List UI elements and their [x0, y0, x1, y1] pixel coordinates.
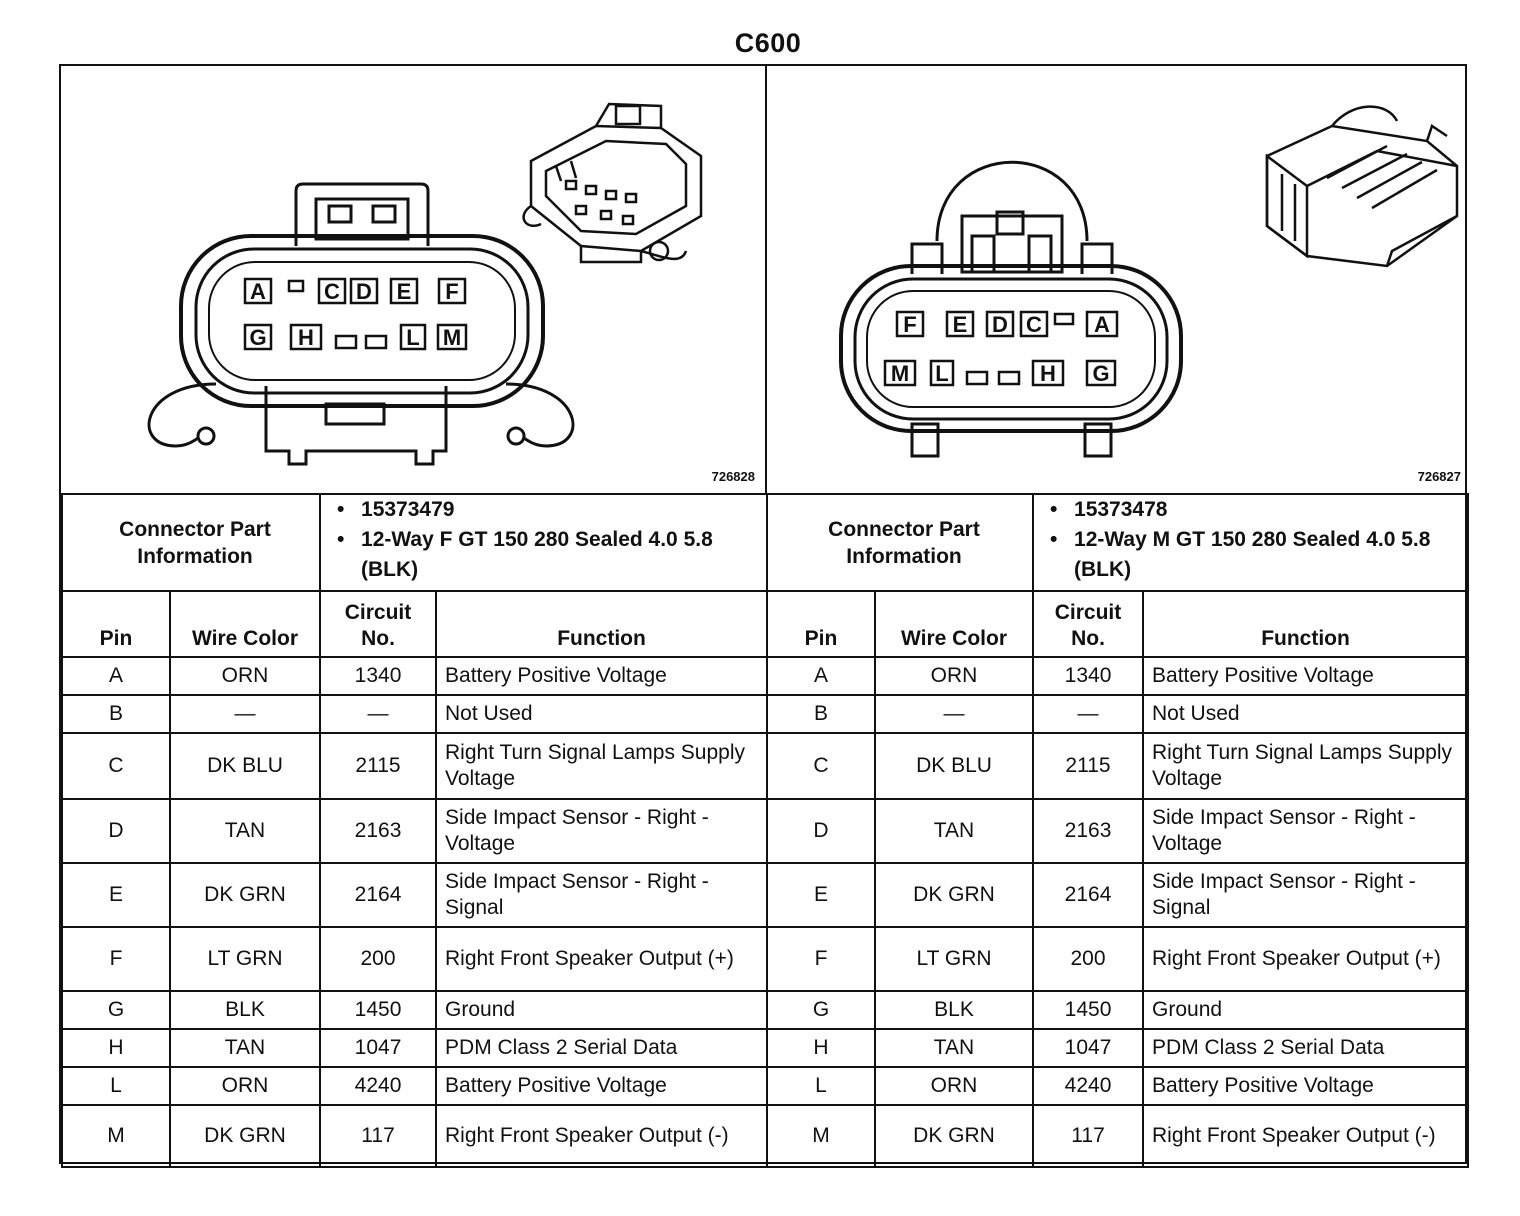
cell-circuit: 1047 [320, 1029, 436, 1067]
cavity-blank [366, 336, 386, 348]
cell-pin: L [62, 1067, 170, 1105]
table-row [767, 1105, 1468, 1167]
part-info-row [62, 494, 767, 591]
cell-circuit: 200 [320, 927, 436, 991]
left-wing-hole [198, 428, 214, 444]
table-row [767, 927, 1468, 991]
middle-shell [196, 249, 528, 393]
header-circuit: Circuit No. [320, 591, 436, 657]
table-row [767, 695, 1468, 733]
connector-sheet [59, 64, 1467, 1164]
cell-wire-color: TAN [875, 1029, 1033, 1067]
table-row [62, 1105, 767, 1167]
cell-wire-color: DK GRN [170, 863, 320, 927]
cell-pin: E [767, 863, 875, 927]
lock-tab-right [373, 206, 395, 222]
pin-label: A [250, 279, 266, 304]
cell-pin: L [767, 1067, 875, 1105]
cell-wire-color: — [170, 695, 320, 733]
cell-function: Right Turn Signal Lamps Supply Voltage [1143, 733, 1468, 799]
table-row [62, 733, 767, 799]
cell-pin: B [62, 695, 170, 733]
table-row [62, 1067, 767, 1105]
cavity-blank [289, 281, 303, 291]
pin-label: G [249, 325, 267, 350]
figure-area [61, 66, 1465, 495]
cell-pin: H [62, 1029, 170, 1067]
cell-circuit: 117 [1033, 1105, 1143, 1167]
cell-function: Right Front Speaker Output (+) [436, 927, 767, 991]
cell-function: PDM Class 2 Serial Data [1143, 1029, 1468, 1067]
cell-circuit: 1340 [1033, 657, 1143, 695]
header-wire-color: Wire Color [875, 591, 1033, 657]
table-row [62, 799, 767, 863]
header-row [62, 591, 767, 657]
foot-left [912, 424, 938, 456]
cell-circuit: 2164 [320, 863, 436, 927]
cell-wire-color: DK GRN [875, 863, 1033, 927]
left-rows [62, 657, 767, 1167]
cell-wire-color: DK GRN [170, 1105, 320, 1167]
left-isometric-view [524, 104, 701, 262]
cell-pin: A [62, 657, 170, 695]
part-number: • 15373479 [337, 495, 766, 525]
part-info-row [767, 494, 1468, 591]
pin-label: E [396, 279, 412, 304]
female-connector-face-drawing [61, 66, 765, 493]
right-isometric-view [1267, 107, 1457, 266]
header-wire-color: Wire Color [170, 591, 320, 657]
table-row [62, 657, 767, 695]
cavity-blank [336, 336, 356, 348]
table-row [767, 991, 1468, 1029]
cell-wire-color: TAN [170, 1029, 320, 1067]
cell-circuit: 2115 [1033, 733, 1143, 799]
cell-function: Side Impact Sensor - Right - Voltage [436, 799, 767, 863]
cell-wire-color: LT GRN [170, 927, 320, 991]
cell-function: Right Front Speaker Output (-) [436, 1105, 767, 1167]
part-description: • 12-Way M GT 150 280 Sealed 4.0 5.8 (BLK) [1050, 525, 1467, 585]
right-connector-figure [767, 66, 1471, 493]
pin-label: H [1040, 361, 1056, 386]
part-info-list [320, 494, 767, 591]
cavity-blank [967, 372, 987, 384]
cell-function: Battery Positive Voltage [1143, 657, 1468, 695]
part-info-list [1033, 494, 1468, 591]
pin-label: M [890, 361, 910, 386]
pin-label: C [1026, 312, 1042, 337]
cell-pin: H [767, 1029, 875, 1067]
left-connector-figure [61, 66, 765, 493]
cell-pin: D [62, 799, 170, 863]
table-row [62, 927, 767, 991]
pin-label: F [445, 279, 459, 304]
cell-function: Right Front Speaker Output (+) [1143, 927, 1468, 991]
table-row [62, 991, 767, 1029]
cell-function: Side Impact Sensor - Right - Signal [1143, 863, 1468, 927]
cell-wire-color: TAN [875, 799, 1033, 863]
lock-tab-left [329, 206, 351, 222]
header-function: Function [436, 591, 767, 657]
cell-pin: F [767, 927, 875, 991]
cell-circuit: 2164 [1033, 863, 1143, 927]
middle-shell [855, 279, 1167, 419]
cell-wire-color: BLK [875, 991, 1033, 1029]
header-pin: Pin [62, 591, 170, 657]
cell-function: Not Used [436, 695, 767, 733]
header-function: Function [1143, 591, 1468, 657]
part-number: • 15373478 [1050, 495, 1467, 525]
cell-function: Side Impact Sensor - Right - Voltage [1143, 799, 1468, 863]
right-rows [767, 657, 1468, 1167]
cell-function: Side Impact Sensor - Right - Signal [436, 863, 767, 927]
male-connector-face-drawing [767, 66, 1465, 493]
right-pinout-table [766, 493, 1469, 1168]
cell-circuit: — [1033, 695, 1143, 733]
cell-function: Battery Positive Voltage [1143, 1067, 1468, 1105]
table-row [767, 657, 1468, 695]
cell-circuit: — [320, 695, 436, 733]
cell-function: Not Used [1143, 695, 1468, 733]
cell-function: PDM Class 2 Serial Data [436, 1029, 767, 1067]
pin-label: M [442, 325, 462, 350]
inner-shell [867, 291, 1155, 407]
cell-function: Battery Positive Voltage [436, 1067, 767, 1105]
pin-label: A [1094, 312, 1110, 337]
table-row [62, 1029, 767, 1067]
cell-pin: M [62, 1105, 170, 1167]
table-row [767, 1067, 1468, 1105]
table-row [767, 1029, 1468, 1067]
connector-part-label: Connector Part Information [767, 494, 1033, 591]
cell-pin: C [62, 733, 170, 799]
pin-label: E [952, 312, 968, 337]
cell-pin: E [62, 863, 170, 927]
foot-right [1085, 424, 1111, 456]
hood-right [1082, 244, 1112, 274]
cell-circuit: 1450 [320, 991, 436, 1029]
cavity-blank [1055, 314, 1073, 324]
cell-circuit: 2115 [320, 733, 436, 799]
header-pin: Pin [767, 591, 875, 657]
cell-function: Ground [436, 991, 767, 1029]
cell-wire-color: LT GRN [875, 927, 1033, 991]
cell-circuit: 200 [1033, 927, 1143, 991]
cell-pin: M [767, 1105, 875, 1167]
left-pinout-table [61, 493, 768, 1168]
cell-function: Battery Positive Voltage [436, 657, 767, 695]
table-row [767, 733, 1468, 799]
cell-wire-color: ORN [875, 657, 1033, 695]
cell-wire-color: ORN [170, 657, 320, 695]
cell-wire-color: TAN [170, 799, 320, 863]
cell-pin: D [767, 799, 875, 863]
cell-circuit: 1047 [1033, 1029, 1143, 1067]
cell-circuit: 2163 [1033, 799, 1143, 863]
cell-wire-color: ORN [875, 1067, 1033, 1105]
figure-number: 726827 [1417, 469, 1461, 484]
table-row [62, 863, 767, 927]
pin-label: G [1092, 361, 1110, 386]
cell-circuit: 1450 [1033, 991, 1143, 1029]
page-title: C600 [734, 28, 802, 58]
cell-function: Ground [1143, 991, 1468, 1029]
pin-label: L [406, 325, 420, 350]
connector-part-label: Connector Part Information [62, 494, 320, 591]
cell-circuit: 1340 [320, 657, 436, 695]
cell-circuit: 4240 [1033, 1067, 1143, 1105]
top-lock [962, 216, 1062, 272]
cell-wire-color: DK BLU [875, 733, 1033, 799]
cell-wire-color: BLK [170, 991, 320, 1029]
cell-wire-color: — [875, 695, 1033, 733]
hood-left [912, 244, 942, 274]
cell-pin: G [62, 991, 170, 1029]
cavity-blank [999, 372, 1019, 384]
right-wing-hole [508, 428, 524, 444]
pin-label: C [324, 279, 340, 304]
table-row [62, 695, 767, 733]
cell-function: Right Front Speaker Output (-) [1143, 1105, 1468, 1167]
cell-pin: G [767, 991, 875, 1029]
header-row [767, 591, 1468, 657]
top-dome [937, 162, 1087, 241]
cell-pin: B [767, 695, 875, 733]
cell-wire-color: DK BLU [170, 733, 320, 799]
pin-label: L [935, 361, 949, 386]
header-circuit: Circuit No. [1033, 591, 1143, 657]
figure-number: 726828 [711, 469, 755, 484]
cell-pin: A [767, 657, 875, 695]
pin-label: F [903, 312, 917, 337]
cell-circuit: 4240 [320, 1067, 436, 1105]
cell-wire-color: ORN [170, 1067, 320, 1105]
table-row [767, 799, 1468, 863]
pin-label: H [298, 325, 314, 350]
cell-pin: F [62, 927, 170, 991]
cell-pin: C [767, 733, 875, 799]
cell-function: Right Turn Signal Lamps Supply Voltage [436, 733, 767, 799]
cell-circuit: 117 [320, 1105, 436, 1167]
table-row [767, 863, 1468, 927]
cell-wire-color: DK GRN [875, 1105, 1033, 1167]
pin-label: D [992, 312, 1008, 337]
part-description: • 12-Way F GT 150 280 Sealed 4.0 5.8 (BLK) [337, 525, 766, 585]
pin-label: D [356, 279, 372, 304]
cell-circuit: 2163 [320, 799, 436, 863]
